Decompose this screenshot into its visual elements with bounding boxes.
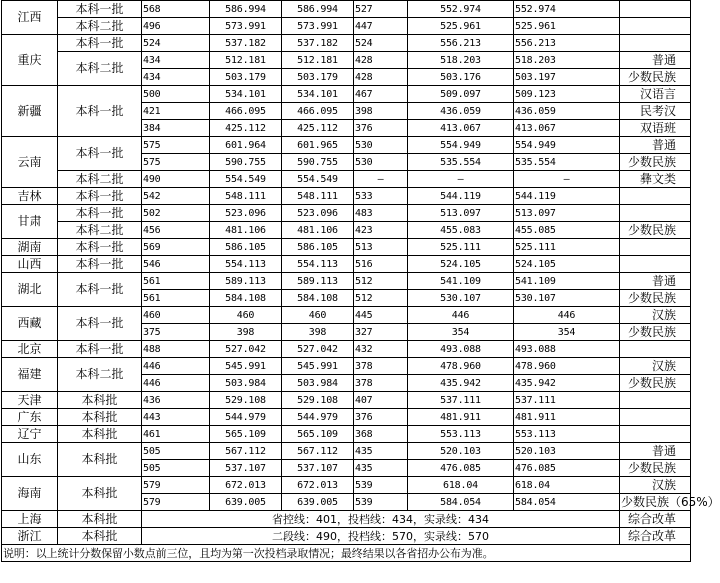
table-row: [2, 188, 691, 205]
value-cell: 505: [142, 443, 210, 460]
value-cell: 496: [142, 18, 210, 35]
value-cell: 584.108: [282, 290, 354, 307]
value-cell: 503.197: [514, 69, 620, 86]
value-cell: 672.013: [282, 477, 354, 494]
value-cell: 375: [142, 324, 210, 341]
batch-cell: 本科二批: [58, 18, 142, 35]
value-cell: 481.911: [514, 409, 620, 426]
value-cell: 512: [354, 290, 408, 307]
table-row: [2, 443, 691, 460]
table-row: [2, 35, 691, 52]
value-cell: 500: [142, 86, 210, 103]
value-cell: 428: [354, 52, 408, 69]
value-cell: 561: [142, 290, 210, 307]
province-cell: 浙江: [2, 528, 58, 545]
note-cell: 汉语言: [620, 86, 691, 103]
value-cell: 527: [354, 1, 408, 18]
value-cell: 601.964: [210, 137, 282, 154]
province-cell: 广东: [2, 409, 58, 426]
batch-cell: 本科一批: [58, 273, 142, 307]
value-cell: 460: [142, 307, 210, 324]
value-cell: 618.04: [514, 477, 620, 494]
value-cell: 548.111: [282, 188, 354, 205]
batch-cell: 本科一批: [58, 188, 142, 205]
value-cell: 436.059: [514, 103, 620, 120]
value-cell: 569: [142, 239, 210, 256]
batch-cell: 本科一批: [58, 239, 142, 256]
value-cell: 544.119: [408, 188, 514, 205]
value-cell: 428: [354, 69, 408, 86]
value-cell: 376: [354, 409, 408, 426]
note-cell: 综合改革: [620, 528, 691, 545]
value-cell: 544.979: [282, 409, 354, 426]
table-row: [2, 256, 691, 273]
value-cell: 425.112: [282, 120, 354, 137]
table-row: [2, 137, 691, 154]
value-cell: 554.113: [282, 256, 354, 273]
batch-cell: 本科批: [58, 477, 142, 511]
value-cell: 354: [408, 324, 514, 341]
value-cell: 413.067: [514, 120, 620, 137]
note-cell: 少数民族: [620, 324, 691, 341]
note-cell: 汉族: [620, 358, 691, 375]
note-cell: [620, 188, 691, 205]
batch-cell: 本科二批: [58, 171, 142, 188]
table-row: [2, 86, 691, 103]
value-cell: 586.105: [210, 239, 282, 256]
value-cell: 525.961: [514, 18, 620, 35]
value-cell: 556.213: [514, 35, 620, 52]
value-cell: 398: [282, 324, 354, 341]
value-cell: 446: [142, 375, 210, 392]
value-cell: 537.107: [282, 460, 354, 477]
value-cell: 553.113: [514, 426, 620, 443]
value-cell: 534.101: [282, 86, 354, 103]
note-cell: [620, 239, 691, 256]
value-cell: 432: [354, 341, 408, 358]
value-cell: 378: [354, 358, 408, 375]
value-cell: 520.103: [514, 443, 620, 460]
province-cell: 天津: [2, 392, 58, 409]
table-row: [2, 18, 691, 35]
value-cell: 423: [354, 222, 408, 239]
value-cell: 533: [354, 188, 408, 205]
note-cell: 汉族: [620, 307, 691, 324]
note-cell: [620, 341, 691, 358]
value-cell: 537.111: [514, 392, 620, 409]
value-cell: 542: [142, 188, 210, 205]
value-cell: 446: [142, 358, 210, 375]
value-cell: 579: [142, 494, 210, 511]
value-cell: 376: [354, 120, 408, 137]
value-cell: 545.991: [210, 358, 282, 375]
value-cell: 545.991: [282, 358, 354, 375]
value-cell: 590.755: [210, 154, 282, 171]
value-cell: 447: [354, 18, 408, 35]
footnote: 说明：以上统计分数保留小数点前三位，且均为第一次投档录取情况；最终结果以各省招办公布为准。: [2, 545, 691, 562]
value-cell: 481.106: [210, 222, 282, 239]
value-cell: 434: [142, 69, 210, 86]
value-cell: 544.119: [514, 188, 620, 205]
note-cell: [620, 392, 691, 409]
value-cell: 565.109: [210, 426, 282, 443]
batch-cell: 本科一批: [58, 1, 142, 18]
value-cell: 575: [142, 154, 210, 171]
value-cell: 575: [142, 137, 210, 154]
value-cell: 556.213: [408, 35, 514, 52]
table-row: [2, 409, 691, 426]
note-cell: 汉族: [620, 477, 691, 494]
value-cell: 466.095: [282, 103, 354, 120]
value-cell: 503.984: [282, 375, 354, 392]
table-row: [2, 341, 691, 358]
value-cell: 478.960: [408, 358, 514, 375]
table-row: [2, 52, 691, 69]
value-cell: 539: [354, 494, 408, 511]
value-cell: 378: [354, 375, 408, 392]
value-cell: 503.984: [210, 375, 282, 392]
value-cell: 421: [142, 103, 210, 120]
table-row: [2, 239, 691, 256]
value-cell: 584.054: [408, 494, 514, 511]
note-cell: 少数民族: [620, 154, 691, 171]
batch-cell: 本科批: [58, 528, 142, 545]
value-cell: 530.107: [514, 290, 620, 307]
batch-cell: 本科二批: [58, 358, 142, 392]
province-cell: 海南: [2, 477, 58, 511]
value-cell: 544.979: [210, 409, 282, 426]
value-cell: 541.109: [408, 273, 514, 290]
value-cell: 493.088: [514, 341, 620, 358]
value-cell: 443: [142, 409, 210, 426]
value-cell: 584.108: [210, 290, 282, 307]
note-cell: 少数民族: [620, 222, 691, 239]
value-cell: 525.961: [408, 18, 514, 35]
value-cell: 445: [354, 307, 408, 324]
value-cell: 398: [210, 324, 282, 341]
value-cell: 525.111: [514, 239, 620, 256]
value-cell: 529.108: [282, 392, 354, 409]
value-cell: 565.109: [282, 426, 354, 443]
value-cell: 509.123: [514, 86, 620, 103]
batch-cell: 本科二批: [58, 222, 142, 239]
value-cell: 554.549: [210, 171, 282, 188]
province-cell: 福建: [2, 358, 58, 392]
value-cell: 398: [354, 103, 408, 120]
value-cell: 573.991: [210, 18, 282, 35]
value-cell: 524: [354, 35, 408, 52]
value-cell: 552.974: [408, 1, 514, 18]
value-cell: 512.181: [210, 52, 282, 69]
value-cell: 589.113: [282, 273, 354, 290]
batch-cell: 本科一批: [58, 256, 142, 273]
value-cell: 584.054: [514, 494, 620, 511]
note-cell: 民考汉: [620, 103, 691, 120]
batch-cell: 本科批: [58, 392, 142, 409]
batch-cell: 本科一批: [58, 137, 142, 171]
value-cell: 478.960: [514, 358, 620, 375]
value-cell: 524.105: [408, 256, 514, 273]
value-cell: 493.088: [408, 341, 514, 358]
note-cell: [620, 426, 691, 443]
value-cell: 601.965: [282, 137, 354, 154]
value-cell: 327: [354, 324, 408, 341]
value-cell: 553.113: [408, 426, 514, 443]
value-cell: 537.111: [408, 392, 514, 409]
value-cell: 509.097: [408, 86, 514, 103]
score-table: [1, 0, 720, 562]
province-cell: 辽宁: [2, 426, 58, 443]
value-cell: 513.097: [408, 205, 514, 222]
note-cell: 少数民族: [620, 375, 691, 392]
value-cell: 368: [354, 426, 408, 443]
value-cell: 567.112: [210, 443, 282, 460]
table-row: [2, 205, 691, 222]
value-cell: 413.067: [408, 120, 514, 137]
note-cell: [620, 205, 691, 222]
value-cell: 524.105: [514, 256, 620, 273]
note-cell: 双语班: [620, 120, 691, 137]
table-row: [2, 307, 691, 324]
value-cell: 503.179: [210, 69, 282, 86]
value-cell: 527.042: [282, 341, 354, 358]
table-row: [2, 171, 691, 188]
table-row: [2, 273, 691, 290]
value-cell: 476.085: [514, 460, 620, 477]
value-cell: 435.942: [514, 375, 620, 392]
table-row: [2, 1, 691, 18]
batch-cell: 本科一批: [58, 35, 142, 52]
note-cell: 普通: [620, 443, 691, 460]
value-cell: 455.083: [408, 222, 514, 239]
value-cell: 541.109: [514, 273, 620, 290]
value-cell: 488: [142, 341, 210, 358]
value-cell: 513.097: [514, 205, 620, 222]
value-cell: 530: [354, 154, 408, 171]
value-cell: 546: [142, 256, 210, 273]
value-cell: 436: [142, 392, 210, 409]
value-cell: 460: [210, 307, 282, 324]
note-cell: 少数民族（65%）: [621, 494, 720, 509]
value-cell: 476.085: [408, 460, 514, 477]
value-cell: 618.04: [408, 477, 514, 494]
value-cell: 435.942: [408, 375, 514, 392]
value-cell: 672.013: [210, 477, 282, 494]
value-cell: 554.949: [514, 137, 620, 154]
note-cell: 少数民族: [620, 290, 691, 307]
value-cell: 516: [354, 256, 408, 273]
value-cell: —: [408, 171, 514, 188]
note-cell: 少数民族: [620, 460, 691, 477]
table-row: [2, 528, 691, 545]
value-cell: 481.911: [408, 409, 514, 426]
province-cell: 西藏: [2, 307, 58, 341]
province-cell: 山东: [2, 443, 58, 477]
score-table-body: [2, 1, 720, 562]
province-cell: 云南: [2, 137, 58, 188]
note-cell: [620, 256, 691, 273]
note-cell: 综合改革: [620, 511, 691, 528]
province-cell: 重庆: [2, 35, 58, 86]
value-cell: 537.182: [210, 35, 282, 52]
note-cell: [620, 18, 691, 35]
value-cell: 502: [142, 205, 210, 222]
value-cell: 530: [354, 137, 408, 154]
batch-cell: 本科批: [58, 511, 142, 528]
value-cell: 537.182: [282, 35, 354, 52]
note-cell: 普通: [620, 137, 691, 154]
value-cell: 523.096: [210, 205, 282, 222]
value-cell: 639.005: [282, 494, 354, 511]
value-cell: 446: [408, 307, 514, 324]
batch-cell: 本科一批: [58, 341, 142, 358]
batch-cell: 本科一批: [58, 86, 142, 137]
value-cell: 554.113: [210, 256, 282, 273]
value-cell: 586.994: [282, 1, 354, 18]
value-cell: 446: [514, 307, 620, 324]
note-cell: 少数民族: [620, 69, 691, 86]
value-cell: 503.176: [408, 69, 514, 86]
province-cell: 北京: [2, 341, 58, 358]
value-cell: 354: [514, 324, 620, 341]
value-cell: 568: [142, 1, 210, 18]
value-cell: 505: [142, 460, 210, 477]
value-cell: 435: [354, 460, 408, 477]
value-cell: 586.994: [210, 1, 282, 18]
value-cell: 524: [142, 35, 210, 52]
value-cell: 590.755: [282, 154, 354, 171]
value-cell: 527.042: [210, 341, 282, 358]
value-cell: 567.112: [282, 443, 354, 460]
value-cell: —: [354, 171, 408, 188]
value-cell: 512.181: [282, 52, 354, 69]
value-cell: 535.554: [408, 154, 514, 171]
province-cell: 江西: [2, 1, 58, 35]
value-cell: 513: [354, 239, 408, 256]
value-cell: 523.096: [282, 205, 354, 222]
note-cell: [620, 35, 691, 52]
value-cell: 425.112: [210, 120, 282, 137]
table-row: [2, 392, 691, 409]
value-cell: 552.974: [514, 1, 620, 18]
merged-score-cell: 二段线：490，投档线：570，实录线：570: [142, 528, 620, 545]
value-cell: 548.111: [210, 188, 282, 205]
value-cell: 639.005: [210, 494, 282, 511]
value-cell: 579: [142, 477, 210, 494]
value-cell: 490: [142, 171, 210, 188]
table-row: [2, 222, 691, 239]
value-cell: 407: [354, 392, 408, 409]
value-cell: 518.203: [514, 52, 620, 69]
value-cell: 520.103: [408, 443, 514, 460]
value-cell: 561: [142, 273, 210, 290]
table-row: [2, 477, 691, 494]
value-cell: 503.179: [282, 69, 354, 86]
value-cell: 467: [354, 86, 408, 103]
batch-cell: 本科一批: [58, 307, 142, 341]
value-cell: 435: [354, 443, 408, 460]
value-cell: 518.203: [408, 52, 514, 69]
value-cell: —: [514, 171, 620, 188]
footnote-row: [2, 545, 691, 562]
batch-cell: 本科批: [58, 443, 142, 477]
province-cell: 湖北: [2, 273, 58, 307]
value-cell: 384: [142, 120, 210, 137]
value-cell: 460: [282, 307, 354, 324]
note-cell: 普通: [620, 52, 691, 69]
value-cell: 586.105: [282, 239, 354, 256]
batch-cell: 本科批: [58, 426, 142, 443]
note-cell: 普通: [620, 273, 691, 290]
province-cell: 湖南: [2, 239, 58, 256]
value-cell: 529.108: [210, 392, 282, 409]
value-cell: 554.549: [282, 171, 354, 188]
province-cell: 上海: [2, 511, 58, 528]
batch-cell: 本科二批: [58, 52, 142, 86]
value-cell: 483: [354, 205, 408, 222]
batch-cell: 本科一批: [58, 205, 142, 222]
province-cell: 山西: [2, 256, 58, 273]
value-cell: 589.113: [210, 273, 282, 290]
value-cell: 466.095: [210, 103, 282, 120]
merged-score-cell: 省控线：401，投档线：434，实录线：434: [142, 511, 620, 528]
value-cell: 481.106: [282, 222, 354, 239]
value-cell: 534.101: [210, 86, 282, 103]
value-cell: 539: [354, 477, 408, 494]
value-cell: 434: [142, 52, 210, 69]
value-cell: 535.554: [514, 154, 620, 171]
note-cell: [620, 409, 691, 426]
table-row: [2, 426, 691, 443]
value-cell: 455.085: [514, 222, 620, 239]
note-cell: [620, 1, 691, 18]
value-cell: 530.107: [408, 290, 514, 307]
value-cell: 525.111: [408, 239, 514, 256]
province-cell: 吉林: [2, 188, 58, 205]
value-cell: 554.949: [408, 137, 514, 154]
value-cell: 573.991: [282, 18, 354, 35]
province-cell: 甘肃: [2, 205, 58, 239]
value-cell: 461: [142, 426, 210, 443]
note-cell: 彝文类: [620, 171, 691, 188]
value-cell: 456: [142, 222, 210, 239]
table-row: [2, 511, 691, 528]
batch-cell: 本科批: [58, 409, 142, 426]
value-cell: 537.107: [210, 460, 282, 477]
value-cell: 436.059: [408, 103, 514, 120]
province-cell: 新疆: [2, 86, 58, 137]
table-row: [2, 358, 691, 375]
value-cell: 512: [354, 273, 408, 290]
